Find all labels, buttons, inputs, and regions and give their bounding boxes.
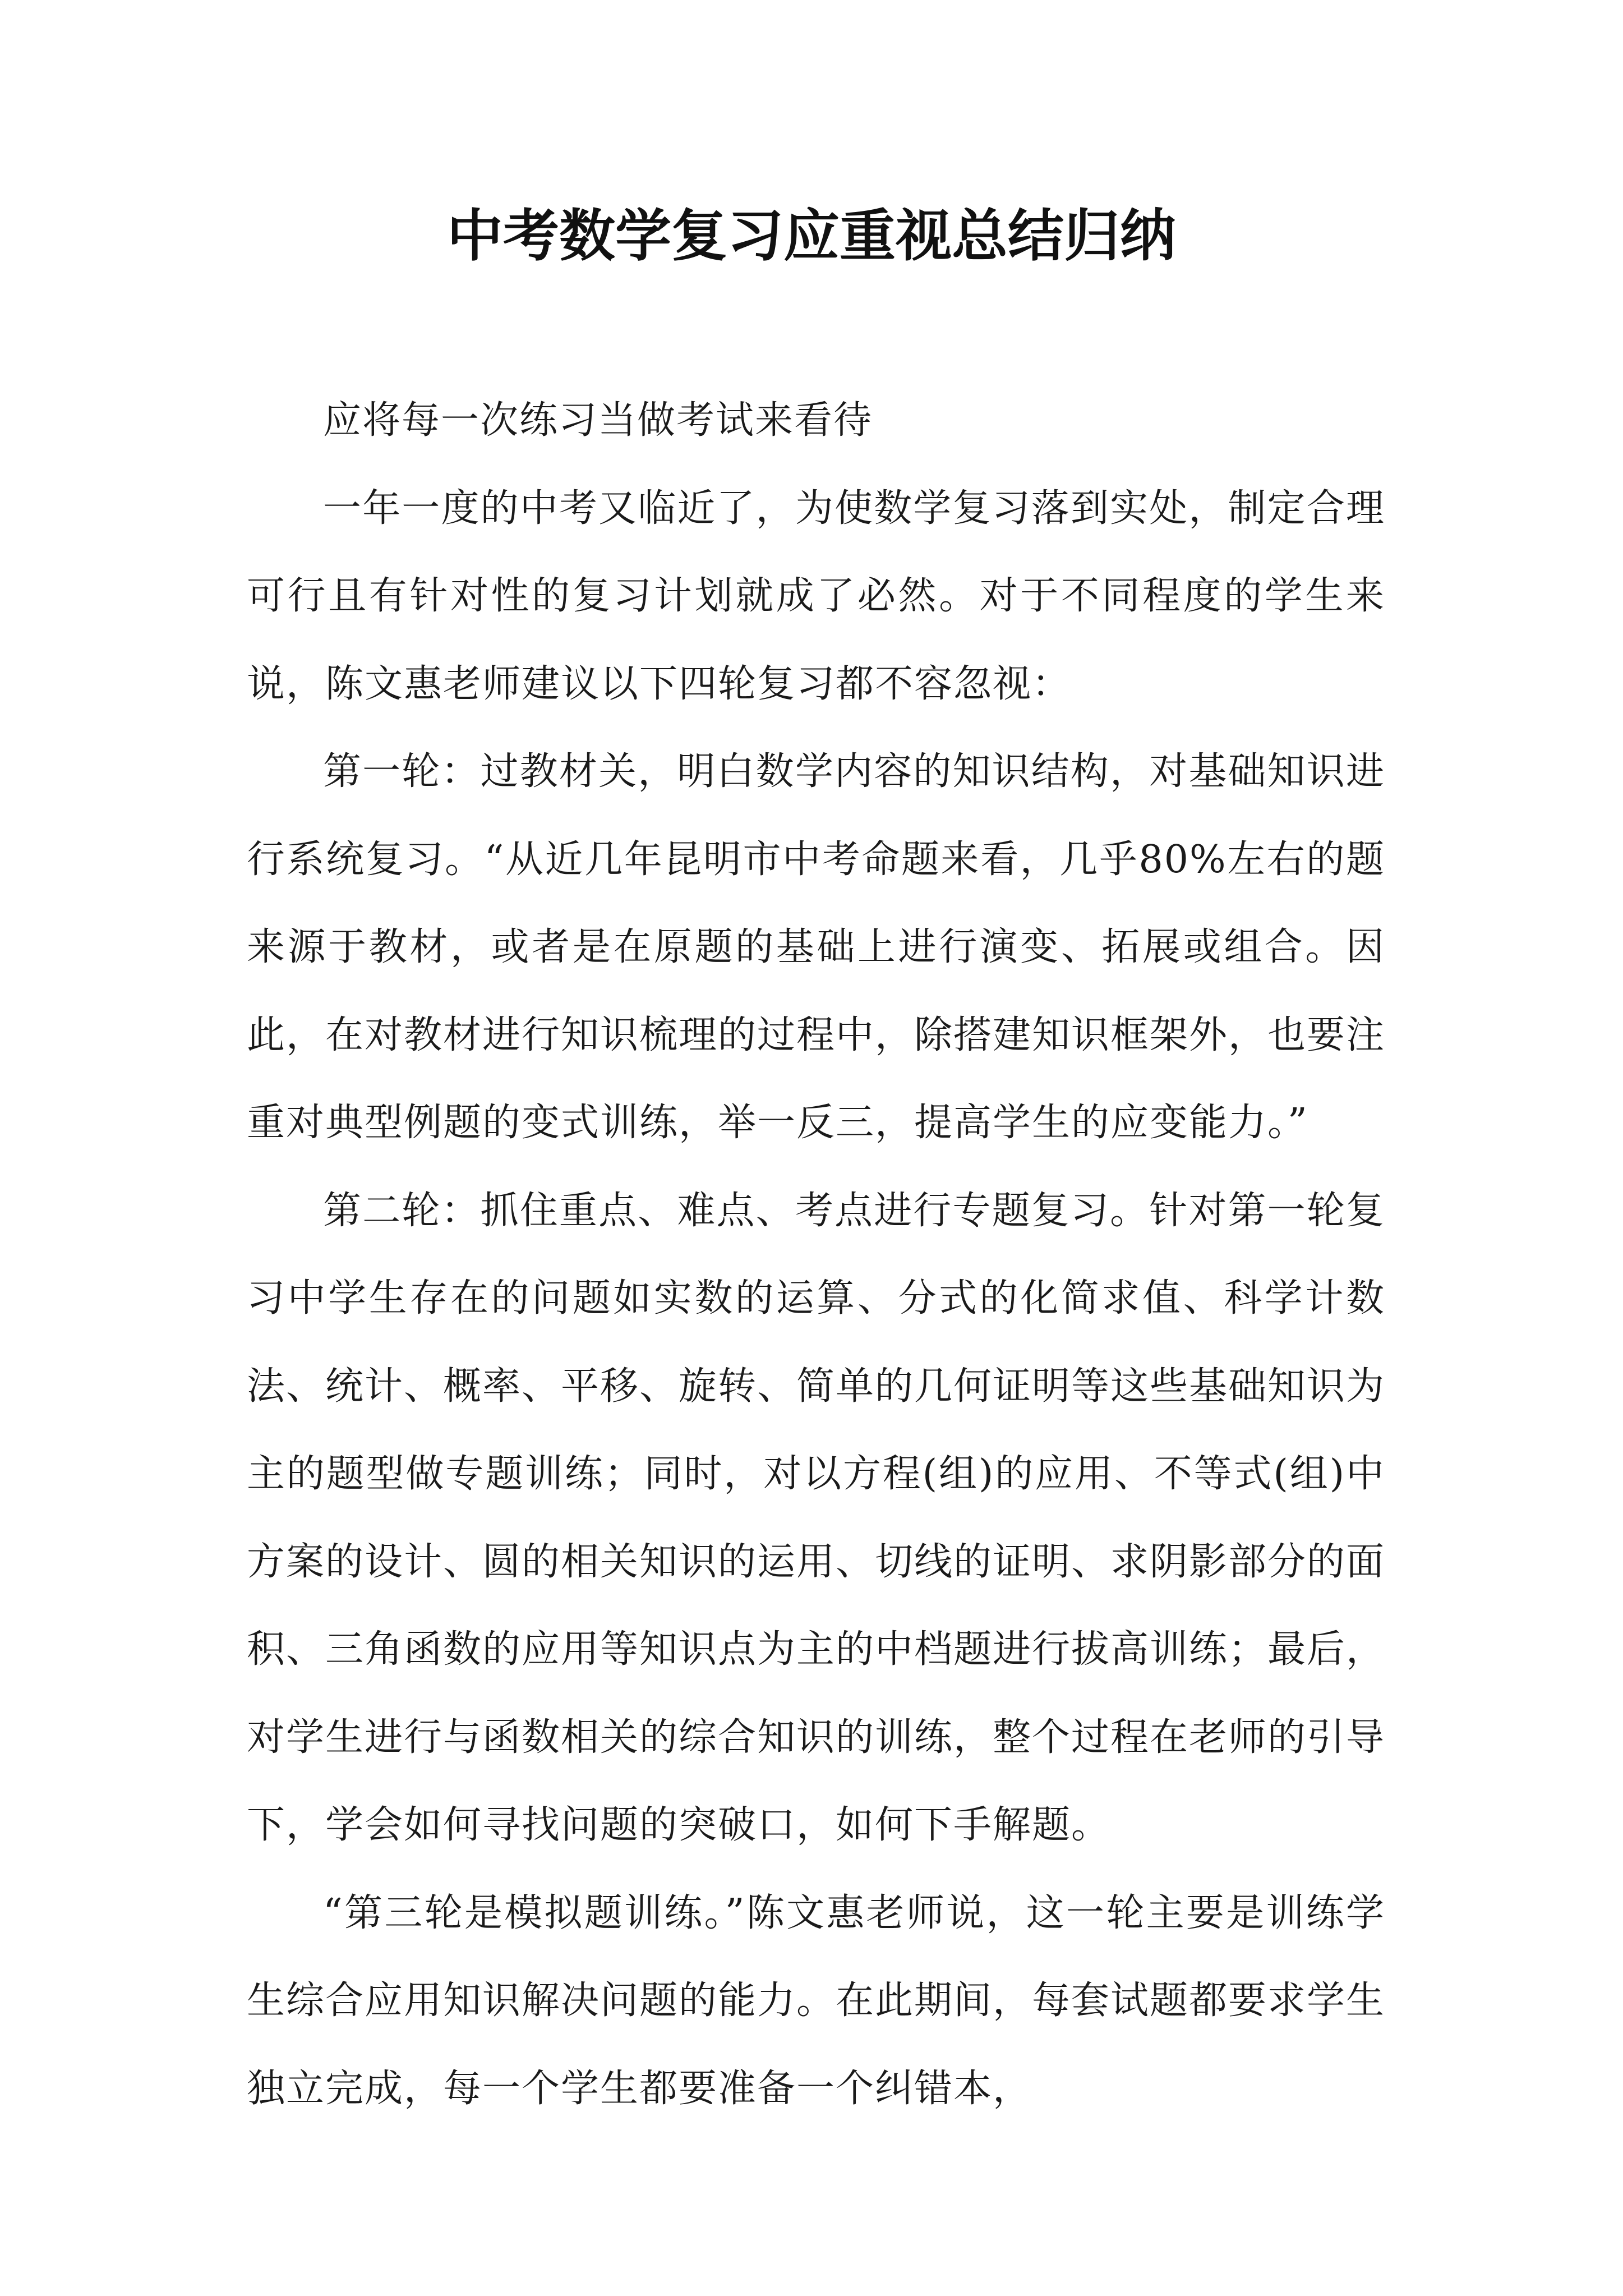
round-two-paragraph: 第二轮：抓住重点、难点、考点进行专题复习。针对第一轮复习中学生存在的问题如实数的运算、分式的化简求值、科学计数法、统计、概率、平移、旋转、简单的几何证明等这些基础知识为主的题型做专题训练；同时，对以方程(组)的应用、不等式(组)中方案的设计、圆的相关知识的运用、切线的证明、求阴影部分的面积、三角函数的应用等知识点为主的中档题进行拔高训练；最后，对学生进行与函数相关的综合知识的训练，整个过程在老师的引导下，学会如何寻找问题的突破口，如何下手解题。	[247, 1188, 1386, 1847]
round-one-paragraph: 第一轮：过教材关，明白数学内容的知识结构，对基础知识进行系统复习。“从近几年昆明市中考命题来看，几乎80%左右的题来源于教材，或者是在原题的基础上进行演变、拓展或组合。因此，在对教材进行知识梳理的过程中，除搭建知识框架外，也要注重对典型例题的变式训练，举一反三，提高学生的应变能力。”	[247, 749, 1386, 1145]
intro-paragraph: 一年一度的中考又临近了，为使数学复习落到实处，制定合理可行且有针对性的复习计划就成了必然。对于不同程度的学生来说，陈文惠老师建议以下四轮复习都不容忽视：	[247, 486, 1385, 706]
subheading-paragraph: 应将每一次练习当做考试来看待	[323, 398, 873, 443]
document-body	[247, 377, 1385, 2133]
round-three-paragraph: “第三轮是模拟题训练。”陈文惠老师说，这一轮主要是训练学生综合应用知识解决问题的能力。在此期间，每套试题都要求学生独立完成，每一个学生都要准备一个纠错本，	[247, 1890, 1386, 2111]
document-title: 中考数学复习应重视总结归纳	[447, 203, 1176, 269]
